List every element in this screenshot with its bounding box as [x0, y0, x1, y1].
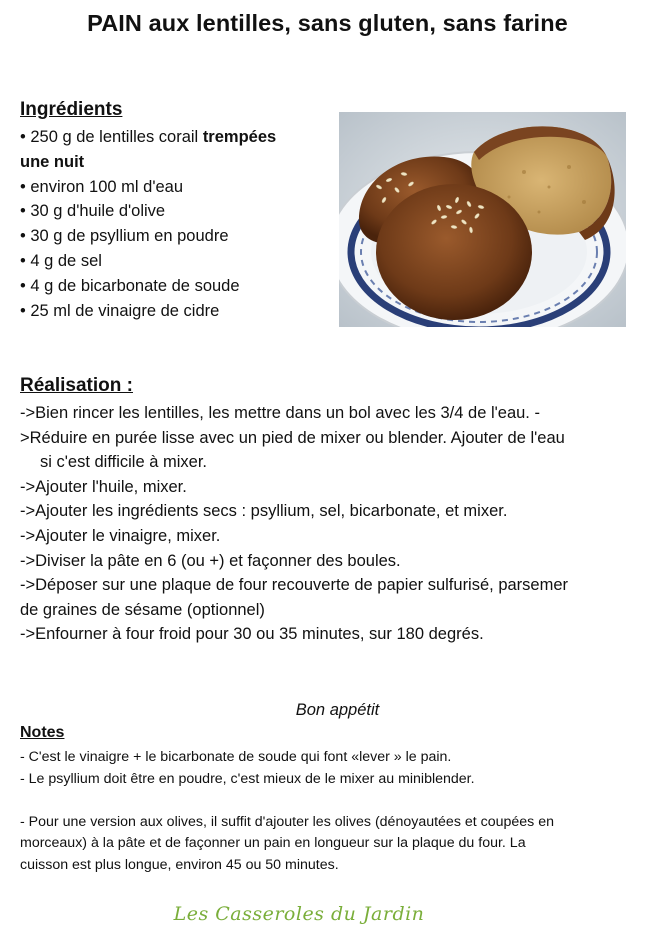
- step-line: si c'est difficile à mixer.: [40, 453, 207, 472]
- step-line: ->Ajouter le vinaigre, mixer.: [20, 526, 221, 545]
- note-spacer: [20, 790, 650, 812]
- ingredient-item: • 30 g de psyllium en poudre: [20, 227, 229, 246]
- ingredients-heading: Ingrédients: [20, 99, 123, 120]
- bread-rolls-photo: [339, 112, 626, 327]
- note-line: morceaux) à la pâte et de façonner un pain en longueur sur la plaque du four. La: [20, 835, 526, 851]
- step-line: ->Déposer sur une plaque de four recouverte de papier sulfurisé, parsemer: [20, 576, 569, 595]
- step-line: ->Enfourner à four froid pour 30 ou 35 minutes, sur 180 degrés.: [20, 625, 484, 644]
- ingredient-item: • 250 g de lentilles corail trempées: [20, 128, 277, 146]
- page-title: PAIN aux lentilles, sans gluten, sans farine: [87, 10, 568, 36]
- realisation-heading: Réalisation :: [20, 375, 133, 396]
- ingredient-item: • environ 100 ml d'eau: [20, 177, 184, 196]
- note-line: - Le psyllium doit être en poudre, c'est mieux de le mixer au miniblender.: [20, 770, 475, 787]
- ingredients-list: [20, 125, 320, 323]
- ingredient-item: • 4 g de sel: [20, 251, 102, 270]
- ingredient-item: • 30 g d'huile d'olive: [20, 202, 166, 221]
- note-line: - C'est le vinaigre + le bicarbonate de soude qui font «lever » le pain.: [20, 749, 452, 765]
- step-line: ->Ajouter l'huile, mixer.: [20, 477, 187, 496]
- realisation-steps: [20, 401, 650, 647]
- ingredient-item: une nuit: [20, 152, 85, 171]
- ingredient-item: • 25 ml de vinaigre de cidre: [20, 301, 220, 320]
- notes-list: [20, 747, 650, 876]
- note-line: cuisson est plus longue, environ 45 ou 50 minutes.: [20, 856, 339, 873]
- note-line: - Pour une version aux olives, il suffit d'ajouter les olives (dénoyautées et coupées en: [20, 813, 554, 830]
- step-line: ->Diviser la pâte en 6 (ou +) et façonner des boules.: [20, 551, 401, 570]
- notes-heading: Notes: [20, 724, 65, 741]
- closing-text: Bon appétit: [295, 701, 380, 719]
- step-line: ->Ajouter les ingrédients secs : psyllium, sel, bicarbonate, et mixer.: [20, 502, 508, 521]
- signature: Les Casseroles du Jardin: [173, 903, 425, 925]
- ingredient-item: • 4 g de bicarbonate de soude: [20, 276, 240, 295]
- step-line: de graines de sésame (optionnel): [20, 600, 265, 619]
- step-line: ->Bien rincer les lentilles, les mettre dans un bol avec les 3/4 de l'eau. -: [20, 404, 540, 422]
- step-line: >Réduire en purée lisse avec un pied de mixer ou blender. Ajouter de l'eau: [20, 428, 565, 447]
